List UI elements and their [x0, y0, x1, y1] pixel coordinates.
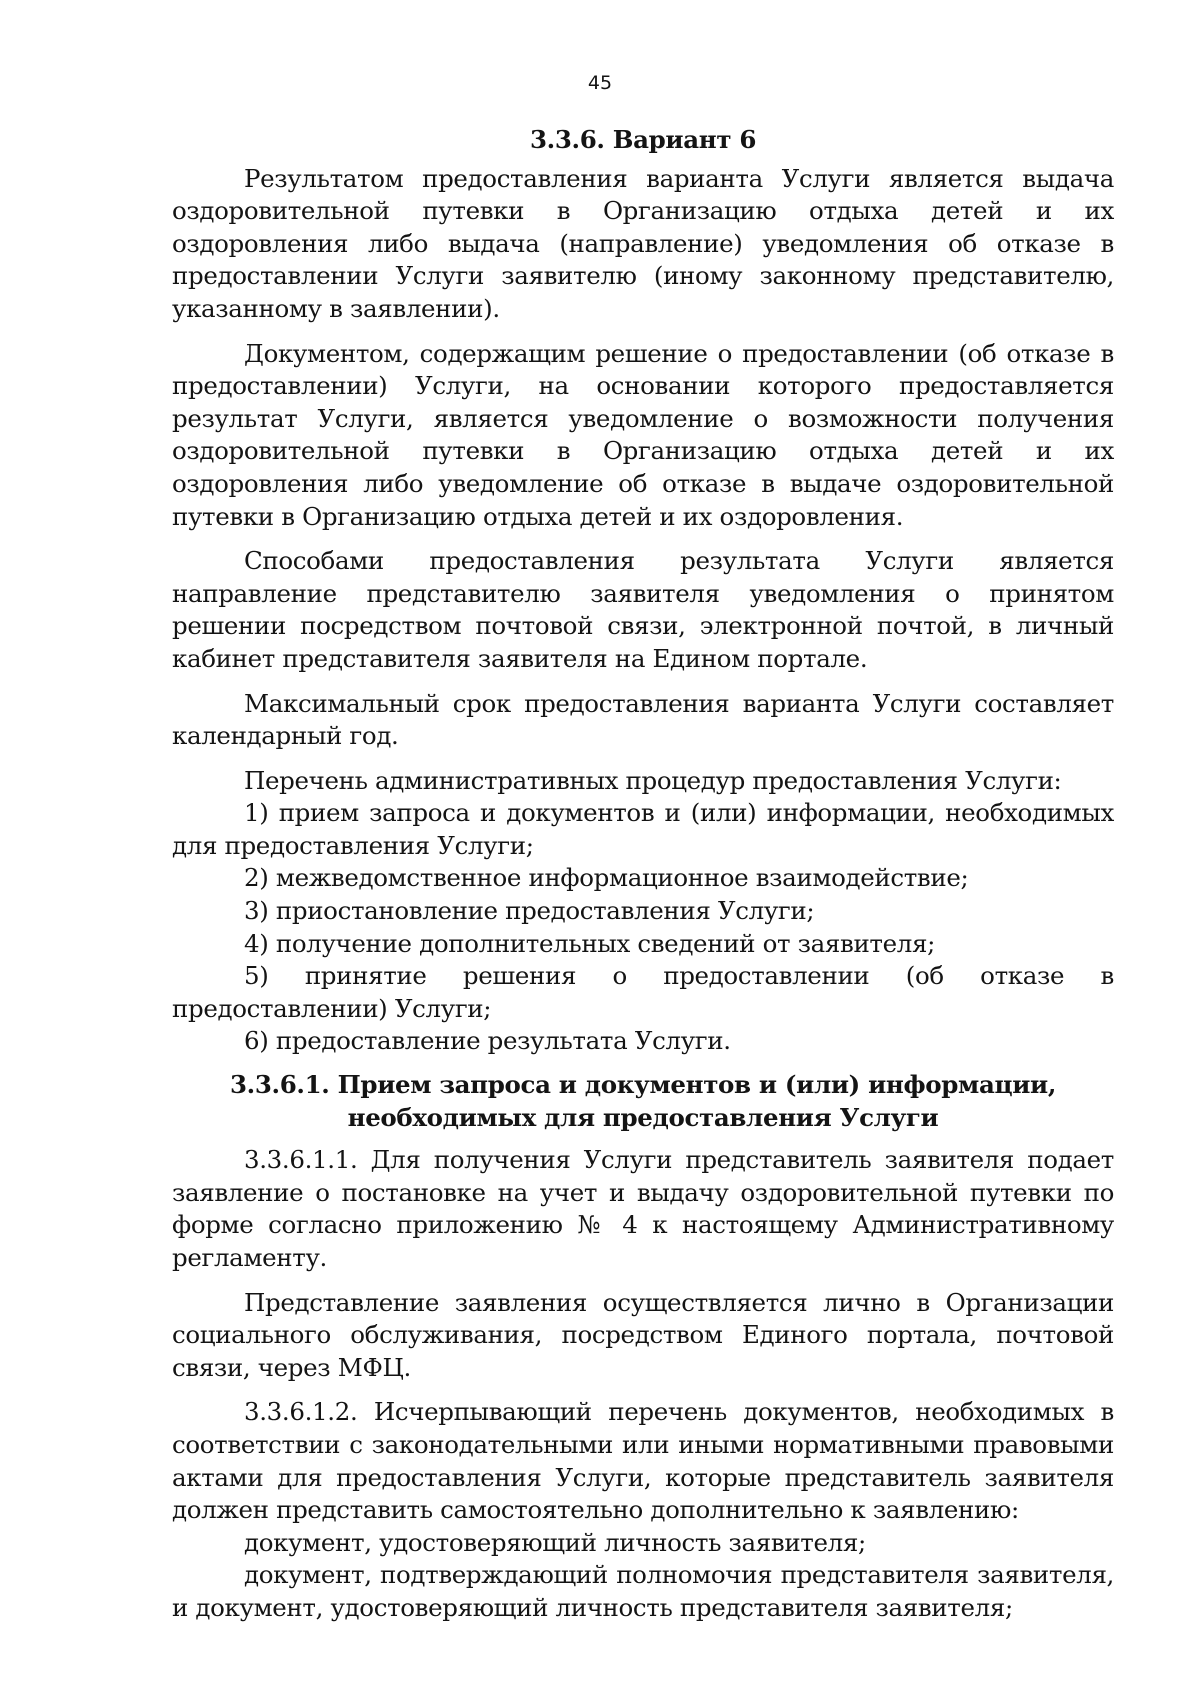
paragraph-application-submission: 3.3.6.1.1. Для получения Услуги представитель заявителя подает заявление о постановке на учет и выдачу оздоровительной путевки по форме согласно приложению № 4 к настоящему Административному регламенту.	[172, 1145, 1114, 1272]
procedures-intro: Перечень административных процедур предоставления Услуги:	[244, 765, 1062, 795]
paragraph-required-documents: 3.3.6.1.2. Исчерпывающий перечень документов, необходимых в соответствии с законодательными или иными нормативными правовыми актами для предоставления Услуги, которые представитель заявителя должен представить самостоятельно дополнительно к заявлению:	[172, 1397, 1114, 1525]
document-list-item: документ, удостоверяющий личность заявителя;	[244, 1527, 866, 1557]
procedure-item: 2) межведомственное информационное взаимодействие;	[244, 863, 969, 893]
paragraph-submission-channels: Представление заявления осуществляется лично в Организации социального обслуживания, посредством Единого портала, почтовой связи, через МФЦ.	[172, 1287, 1114, 1382]
section-heading-variant-6: 3.3.6. Вариант 6	[529, 125, 757, 154]
subsection-heading: 3.3.6.1. Прием запроса и документов и (или) информации, необходимых для предоставления Услуги	[229, 1070, 1057, 1132]
procedure-item: 5) принятие решения о предоставлении (об отказе в предоставлении) Услуги;	[172, 961, 1114, 1023]
procedure-item: 6) предоставление результата Услуги.	[244, 1026, 731, 1056]
page-number: 45	[587, 72, 613, 94]
procedure-item: 3) приостановление предоставления Услуги;	[244, 896, 815, 926]
document-list-item: документ, подтверждающий полномочия представителя заявителя, и документ, удостоверяющий личность представителя заявителя;	[172, 1560, 1114, 1622]
document-body	[172, 124, 1114, 1625]
procedure-item: 1) прием запроса и документов и (или) информации, необходимых для предоставления Услуги;	[172, 798, 1114, 860]
procedure-item: 4) получение дополнительных сведений от заявителя;	[244, 928, 936, 958]
paragraph-max-term: Максимальный срок предоставления варианта Услуги составляет календарный год.	[172, 688, 1114, 751]
paragraph-decision-document: Документом, содержащим решение о предоставлении (об отказе в предоставлении) Услуги, на основании которого предоставляется результат Услуги, является уведомление о возможности получения оздоровительной путевки в Организацию отдыха детей и их оздоровления либо уведомление об отказе в выдаче оздоровительной путевки в Организацию отдыха детей и их оздоровления.	[172, 338, 1114, 531]
paragraph-delivery-methods: Способами предоставления результата Услуги является направление представителю заявителя уведомления о принятом решении посредством почтовой связи, электронной почтой, в личный кабинет представителя заявителя на Едином портале.	[172, 546, 1114, 673]
paragraph-result: Результатом предоставления варианта Услуги является выдача оздоровительной путевки в Организацию отдыха детей и их оздоровления либо выдача (направление) уведомления об отказе в предоставлении Услуги заявителю (иному законному представителю, указанному в заявлении).	[172, 163, 1114, 323]
